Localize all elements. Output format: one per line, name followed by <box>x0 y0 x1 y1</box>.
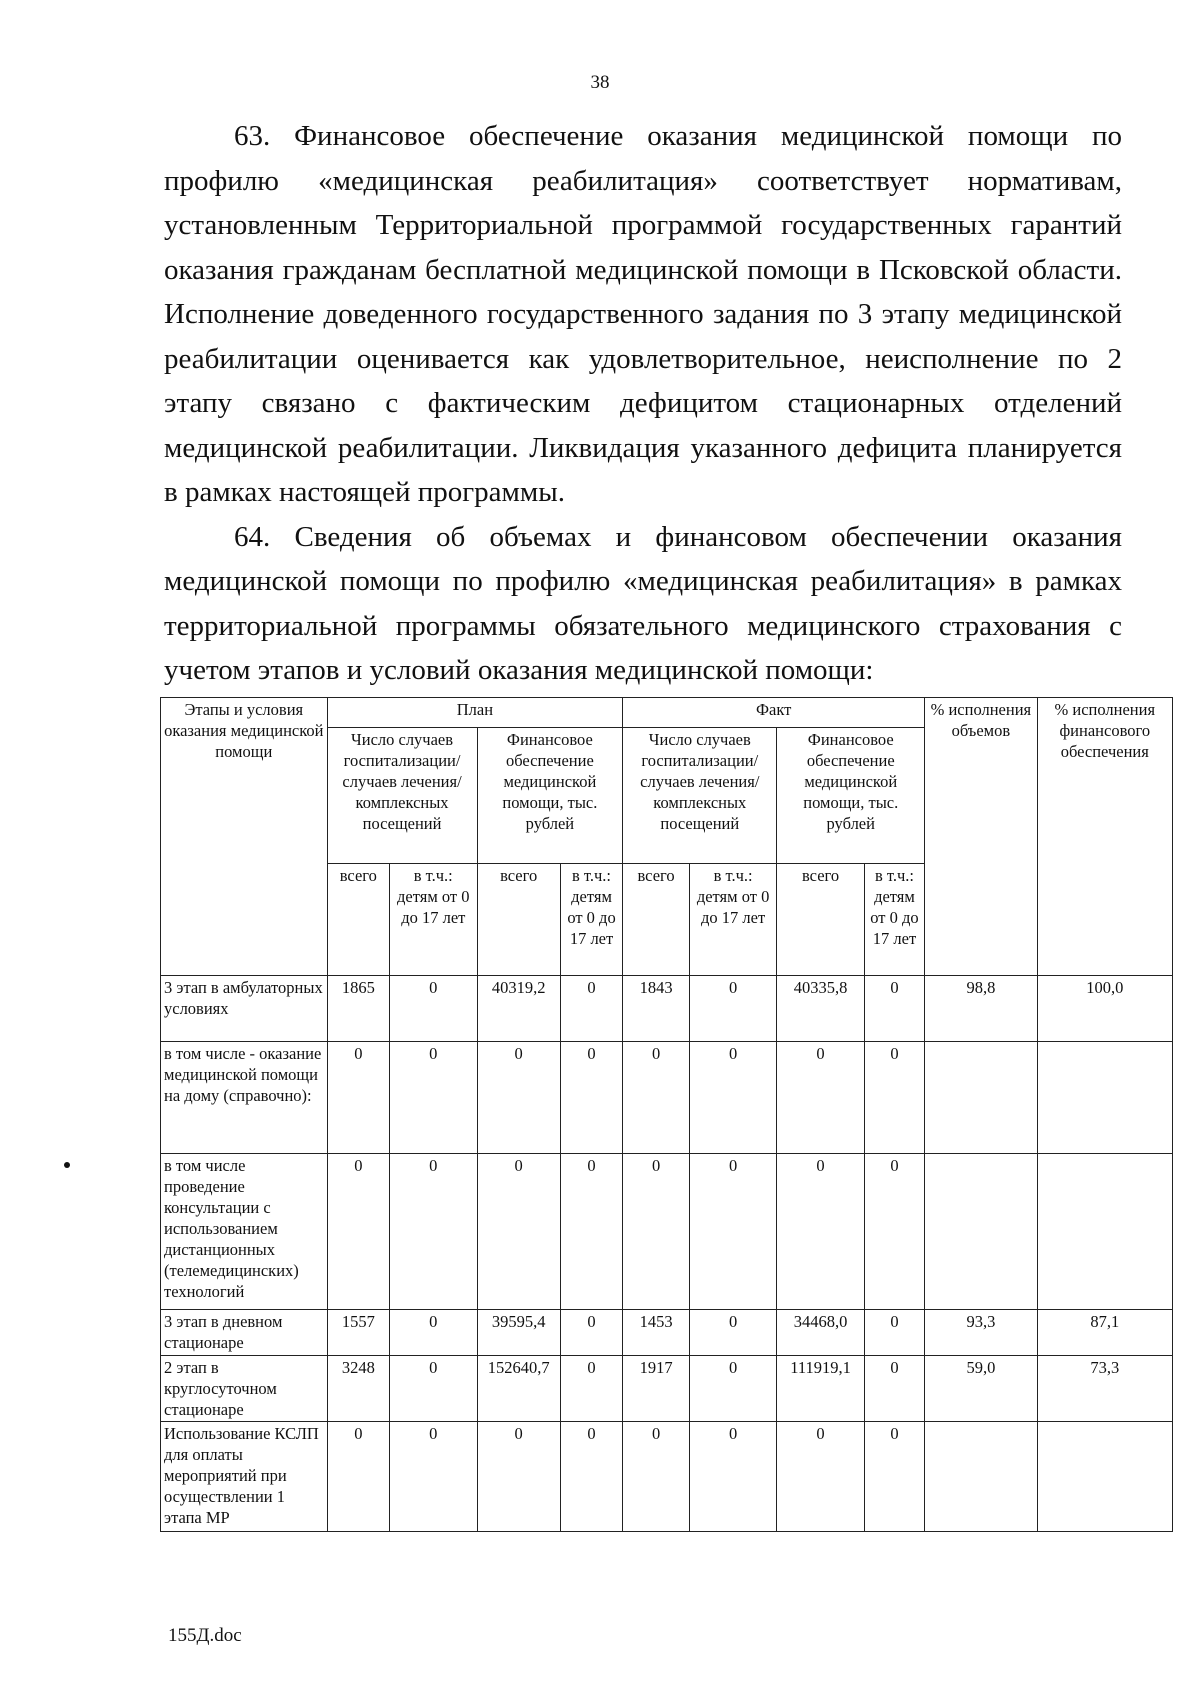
table-cell: 0 <box>864 1310 924 1356</box>
table-cell: 1453 <box>623 1310 690 1356</box>
table-cell: 0 <box>560 1422 622 1532</box>
footer-filename: 155Д.doc <box>168 1625 242 1646</box>
paragraph-64: 64. Сведения об объемах и финансовом обеспечении оказания медицинской помощи по профилю «медицинская реабилитация» в рамках территориальной программы обязательного медицинского страхования с учетом этапов и условий оказания медицинской помощи: <box>164 520 1122 686</box>
table-cell: 0 <box>689 1042 776 1154</box>
header-total: всего <box>777 864 864 976</box>
header-fact: Факт <box>623 698 925 728</box>
rehabilitation-table <box>160 697 1173 1532</box>
header-stages: Этапы и условия оказания медицинской помощи <box>161 698 328 976</box>
table-cell: 0 <box>327 1154 389 1310</box>
header-children: в т.ч.: детям от 0 до 17 лет <box>689 864 776 976</box>
table-cell: 0 <box>864 1154 924 1310</box>
table-row <box>161 1310 1173 1356</box>
table-cell <box>925 1042 1037 1154</box>
table-cell: 0 <box>390 976 477 1042</box>
page-number: 38 <box>590 72 610 93</box>
table-cell: 40335,8 <box>777 976 864 1042</box>
table-cell <box>1037 1422 1172 1532</box>
table-cell: 0 <box>560 1042 622 1154</box>
table-cell: 0 <box>390 1422 477 1532</box>
table-cell: 0 <box>477 1042 560 1154</box>
table-cell: 100,0 <box>1037 976 1172 1042</box>
table-cell: 0 <box>390 1356 477 1422</box>
table-cell: 0 <box>560 976 622 1042</box>
table-cell: 1557 <box>327 1310 389 1356</box>
header-children: в т.ч.: детям от 0 до 17 лет <box>390 864 477 976</box>
table-cell: 3248 <box>327 1356 389 1422</box>
row-label: Использование КСЛП для оплаты мероприятий при осуществлении 1 этапа МР <box>161 1422 328 1532</box>
header-plan-finance: Финансовое обеспечение медицинской помощи, тыс. рублей <box>477 728 623 864</box>
table-cell: 0 <box>864 1356 924 1422</box>
table-cell: 0 <box>689 1422 776 1532</box>
table-cell: 0 <box>689 1310 776 1356</box>
header-fact-finance: Финансовое обеспечение медицинской помощи, тыс. рублей <box>777 728 925 864</box>
table-cell: 0 <box>777 1154 864 1310</box>
table-cell: 0 <box>623 1042 690 1154</box>
table-cell <box>1037 1042 1172 1154</box>
table-cell: 0 <box>477 1154 560 1310</box>
row-label: 3 этап в амбулаторных условиях <box>161 976 328 1042</box>
header-total: всего <box>477 864 560 976</box>
table-cell: 73,3 <box>1037 1356 1172 1422</box>
header-children: в т.ч.: детям от 0 до 17 лет <box>864 864 924 976</box>
table-cell: 0 <box>390 1154 477 1310</box>
table-cell <box>1037 1154 1172 1310</box>
table-cell: 0 <box>689 976 776 1042</box>
header-pct-finance: % исполнения финансового обеспечения <box>1037 698 1172 976</box>
header-plan-cases: Число случаев госпитализации/ случаев лечения/ комплексных посещений <box>327 728 477 864</box>
table-cell: 39595,4 <box>477 1310 560 1356</box>
table-cell: 0 <box>390 1042 477 1154</box>
table-cell: 1843 <box>623 976 690 1042</box>
table-cell: 87,1 <box>1037 1310 1172 1356</box>
table-cell: 0 <box>689 1356 776 1422</box>
table-cell: 0 <box>864 1042 924 1154</box>
table-cell <box>925 1154 1037 1310</box>
body-text <box>164 114 1122 693</box>
table-cell: 0 <box>477 1422 560 1532</box>
table-cell: 0 <box>390 1310 477 1356</box>
table-cell: 0 <box>864 1422 924 1532</box>
table-cell: 0 <box>864 976 924 1042</box>
table-row <box>161 976 1173 1042</box>
header-pct-volume: % исполнения объемов <box>925 698 1037 976</box>
table-cell: 0 <box>327 1042 389 1154</box>
table-body <box>161 976 1173 1532</box>
header-total: всего <box>623 864 690 976</box>
table-cell: 0 <box>327 1422 389 1532</box>
table-cell: 0 <box>777 1042 864 1154</box>
header-fact-cases: Число случаев госпитализации/ случаев лечения/ комплексных посещений <box>623 728 777 864</box>
table-cell <box>925 1422 1037 1532</box>
paragraph-63: 63. Финансовое обеспечение оказания медицинской помощи по профилю «медицинская реабилитация» соответствует нормативам, установленным Территориальной программой государственных гарантий оказания гражданам бесплатной медицинской помощи в Псковской области. Исполнение доведенного государственного задания по 3 этапу медицинской реабилитации оценивается как удовлетворительное, неисполнение по 2 этапу связано с фактическим дефицитом стационарных отделений медицинской реабилитации. Ликвидация указанного дефицита планируется в рамках настоящей программы. <box>164 120 1122 508</box>
table-cell: 111919,1 <box>777 1356 864 1422</box>
table-cell: 40319,2 <box>477 976 560 1042</box>
row-label: 3 этап в дневном стационаре <box>161 1310 328 1356</box>
row-label: 2 этап в круглосуточном стационаре <box>161 1356 328 1422</box>
table-cell: 0 <box>623 1422 690 1532</box>
table-cell: 59,0 <box>925 1356 1037 1422</box>
row-label: в том числе проведение консультации с использованием дистанционных (телемедицинских) технологий <box>161 1154 328 1310</box>
table-cell: 0 <box>560 1154 622 1310</box>
table-row <box>161 1042 1173 1154</box>
table-cell: 0 <box>623 1154 690 1310</box>
table-cell: 0 <box>560 1310 622 1356</box>
table-row <box>161 1356 1173 1422</box>
table-cell: 93,3 <box>925 1310 1037 1356</box>
table-row <box>161 1422 1173 1532</box>
table-cell: 98,8 <box>925 976 1037 1042</box>
table-cell: 0 <box>560 1356 622 1422</box>
table-cell: 152640,7 <box>477 1356 560 1422</box>
table-cell: 1917 <box>623 1356 690 1422</box>
table-row <box>161 1154 1173 1310</box>
table-cell: 0 <box>689 1154 776 1310</box>
table-cell: 0 <box>777 1422 864 1532</box>
header-plan: План <box>327 698 623 728</box>
table-cell: 34468,0 <box>777 1310 864 1356</box>
header-total: всего <box>327 864 389 976</box>
margin-dot <box>64 1162 70 1168</box>
row-label: в том числе - оказание медицинской помощи на дому (справочно): <box>161 1042 328 1154</box>
header-children: в т.ч.: детям от 0 до 17 лет <box>560 864 622 976</box>
table-cell: 1865 <box>327 976 389 1042</box>
